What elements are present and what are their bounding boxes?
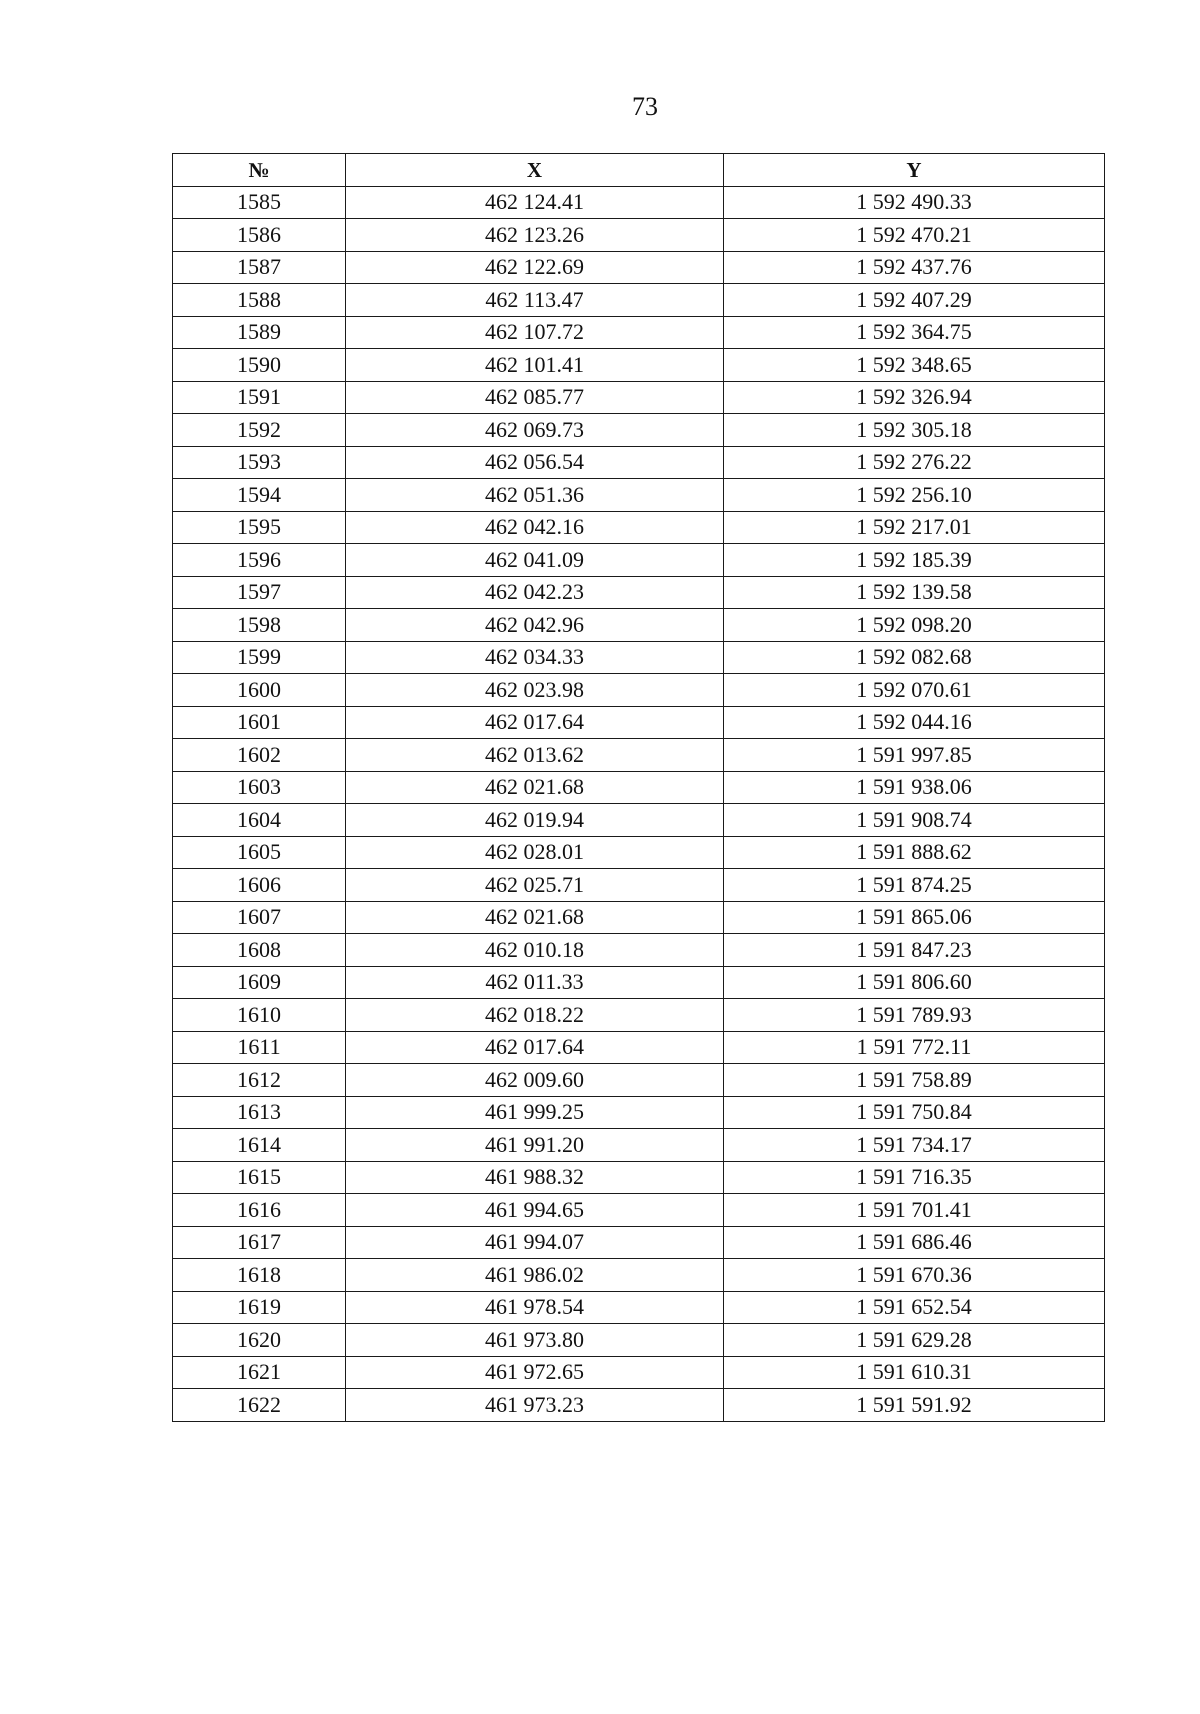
cell-x: 462 085.77 xyxy=(346,381,724,414)
cell-number: 1612 xyxy=(173,1064,346,1097)
table-row xyxy=(173,609,1105,642)
cell-y: 1 591 701.41 xyxy=(724,1194,1105,1227)
table-row xyxy=(173,674,1105,707)
table-row xyxy=(173,479,1105,512)
cell-number: 1611 xyxy=(173,1031,346,1064)
table-row xyxy=(173,316,1105,349)
cell-y: 1 591 758.89 xyxy=(724,1064,1105,1097)
table-row xyxy=(173,1161,1105,1194)
cell-number: 1599 xyxy=(173,641,346,674)
cell-y: 1 592 470.21 xyxy=(724,219,1105,252)
table-row xyxy=(173,1226,1105,1259)
cell-number: 1590 xyxy=(173,349,346,382)
cell-number: 1619 xyxy=(173,1291,346,1324)
cell-y: 1 591 610.31 xyxy=(724,1356,1105,1389)
cell-x: 462 124.41 xyxy=(346,186,724,219)
cell-number: 1596 xyxy=(173,544,346,577)
cell-x: 461 999.25 xyxy=(346,1096,724,1129)
cell-x: 462 017.64 xyxy=(346,1031,724,1064)
cell-y: 1 591 938.06 xyxy=(724,771,1105,804)
cell-y: 1 592 364.75 xyxy=(724,316,1105,349)
table-row xyxy=(173,381,1105,414)
table-row xyxy=(173,771,1105,804)
cell-y: 1 592 185.39 xyxy=(724,544,1105,577)
cell-y: 1 592 256.10 xyxy=(724,479,1105,512)
cell-number: 1595 xyxy=(173,511,346,544)
cell-x: 462 025.71 xyxy=(346,869,724,902)
cell-number: 1616 xyxy=(173,1194,346,1227)
cell-y: 1 591 652.54 xyxy=(724,1291,1105,1324)
table-row xyxy=(173,1194,1105,1227)
cell-x: 462 041.09 xyxy=(346,544,724,577)
table-row xyxy=(173,1389,1105,1422)
cell-x: 461 994.07 xyxy=(346,1226,724,1259)
table-row xyxy=(173,999,1105,1032)
cell-number: 1603 xyxy=(173,771,346,804)
table-row xyxy=(173,804,1105,837)
cell-number: 1594 xyxy=(173,479,346,512)
cell-x: 462 019.94 xyxy=(346,804,724,837)
cell-y: 1 592 082.68 xyxy=(724,641,1105,674)
page-number: 73 xyxy=(632,92,658,121)
cell-x: 461 986.02 xyxy=(346,1259,724,1292)
cell-x: 461 978.54 xyxy=(346,1291,724,1324)
cell-number: 1597 xyxy=(173,576,346,609)
cell-y: 1 591 789.93 xyxy=(724,999,1105,1032)
header-y: Y xyxy=(724,154,1105,187)
cell-number: 1589 xyxy=(173,316,346,349)
table-row xyxy=(173,251,1105,284)
cell-y: 1 591 772.11 xyxy=(724,1031,1105,1064)
table-row xyxy=(173,1324,1105,1357)
table-row xyxy=(173,511,1105,544)
cell-number: 1617 xyxy=(173,1226,346,1259)
table-row xyxy=(173,706,1105,739)
cell-x: 462 021.68 xyxy=(346,771,724,804)
cell-x: 461 988.32 xyxy=(346,1161,724,1194)
cell-y: 1 591 806.60 xyxy=(724,966,1105,999)
cell-y: 1 592 490.33 xyxy=(724,186,1105,219)
header-number: № xyxy=(173,154,346,187)
cell-y: 1 591 670.36 xyxy=(724,1259,1105,1292)
cell-number: 1588 xyxy=(173,284,346,317)
cell-number: 1622 xyxy=(173,1389,346,1422)
cell-x: 461 973.23 xyxy=(346,1389,724,1422)
table-row xyxy=(173,414,1105,447)
cell-x: 462 113.47 xyxy=(346,284,724,317)
cell-x: 462 010.18 xyxy=(346,934,724,967)
table-row xyxy=(173,1096,1105,1129)
coordinates-table xyxy=(172,153,1105,1422)
cell-number: 1600 xyxy=(173,674,346,707)
cell-x: 462 101.41 xyxy=(346,349,724,382)
cell-x: 462 013.62 xyxy=(346,739,724,772)
cell-x: 462 023.98 xyxy=(346,674,724,707)
cell-y: 1 592 044.16 xyxy=(724,706,1105,739)
table-row xyxy=(173,641,1105,674)
cell-x: 462 069.73 xyxy=(346,414,724,447)
cell-y: 1 592 217.01 xyxy=(724,511,1105,544)
cell-number: 1610 xyxy=(173,999,346,1032)
table-row xyxy=(173,219,1105,252)
cell-y: 1 591 686.46 xyxy=(724,1226,1105,1259)
cell-y: 1 592 348.65 xyxy=(724,349,1105,382)
cell-y: 1 591 591.92 xyxy=(724,1389,1105,1422)
table-row xyxy=(173,446,1105,479)
cell-number: 1586 xyxy=(173,219,346,252)
cell-number: 1606 xyxy=(173,869,346,902)
cell-x: 462 017.64 xyxy=(346,706,724,739)
cell-number: 1618 xyxy=(173,1259,346,1292)
cell-number: 1613 xyxy=(173,1096,346,1129)
cell-number: 1608 xyxy=(173,934,346,967)
cell-y: 1 591 847.23 xyxy=(724,934,1105,967)
cell-y: 1 592 070.61 xyxy=(724,674,1105,707)
table-row xyxy=(173,1129,1105,1162)
cell-number: 1615 xyxy=(173,1161,346,1194)
cell-x: 462 107.72 xyxy=(346,316,724,349)
cell-y: 1 591 734.17 xyxy=(724,1129,1105,1162)
table-row xyxy=(173,1031,1105,1064)
cell-x: 462 009.60 xyxy=(346,1064,724,1097)
cell-x: 462 042.16 xyxy=(346,511,724,544)
cell-number: 1601 xyxy=(173,706,346,739)
cell-x: 461 991.20 xyxy=(346,1129,724,1162)
table-row xyxy=(173,739,1105,772)
header-x: X xyxy=(346,154,724,187)
cell-x: 462 034.33 xyxy=(346,641,724,674)
cell-y: 1 591 997.85 xyxy=(724,739,1105,772)
cell-y: 1 591 888.62 xyxy=(724,836,1105,869)
table-row xyxy=(173,1064,1105,1097)
table-row xyxy=(173,934,1105,967)
table-row xyxy=(173,544,1105,577)
cell-y: 1 591 865.06 xyxy=(724,901,1105,934)
cell-number: 1598 xyxy=(173,609,346,642)
cell-x: 462 042.23 xyxy=(346,576,724,609)
cell-x: 461 994.65 xyxy=(346,1194,724,1227)
cell-number: 1620 xyxy=(173,1324,346,1357)
table-row xyxy=(173,186,1105,219)
table-row xyxy=(173,869,1105,902)
cell-x: 462 011.33 xyxy=(346,966,724,999)
cell-y: 1 591 629.28 xyxy=(724,1324,1105,1357)
table-body xyxy=(173,186,1105,1421)
table-row xyxy=(173,1291,1105,1324)
cell-number: 1587 xyxy=(173,251,346,284)
table-row xyxy=(173,1356,1105,1389)
cell-number: 1607 xyxy=(173,901,346,934)
table-header-row xyxy=(173,154,1105,187)
cell-y: 1 592 139.58 xyxy=(724,576,1105,609)
cell-number: 1591 xyxy=(173,381,346,414)
cell-y: 1 591 874.25 xyxy=(724,869,1105,902)
table-row xyxy=(173,349,1105,382)
cell-x: 462 028.01 xyxy=(346,836,724,869)
cell-number: 1621 xyxy=(173,1356,346,1389)
cell-x: 462 056.54 xyxy=(346,446,724,479)
cell-x: 462 123.26 xyxy=(346,219,724,252)
cell-number: 1609 xyxy=(173,966,346,999)
cell-number: 1605 xyxy=(173,836,346,869)
cell-x: 461 973.80 xyxy=(346,1324,724,1357)
table-row xyxy=(173,901,1105,934)
cell-y: 1 592 407.29 xyxy=(724,284,1105,317)
cell-y: 1 592 098.20 xyxy=(724,609,1105,642)
table-row xyxy=(173,836,1105,869)
table-row xyxy=(173,284,1105,317)
cell-x: 462 021.68 xyxy=(346,901,724,934)
cell-x: 462 051.36 xyxy=(346,479,724,512)
cell-number: 1585 xyxy=(173,186,346,219)
table-row xyxy=(173,576,1105,609)
table-row xyxy=(173,1259,1105,1292)
cell-x: 462 122.69 xyxy=(346,251,724,284)
cell-y: 1 592 326.94 xyxy=(724,381,1105,414)
cell-number: 1593 xyxy=(173,446,346,479)
cell-y: 1 592 305.18 xyxy=(724,414,1105,447)
table-row xyxy=(173,966,1105,999)
cell-number: 1614 xyxy=(173,1129,346,1162)
cell-number: 1604 xyxy=(173,804,346,837)
cell-x: 462 042.96 xyxy=(346,609,724,642)
cell-x: 462 018.22 xyxy=(346,999,724,1032)
cell-number: 1592 xyxy=(173,414,346,447)
cell-x: 461 972.65 xyxy=(346,1356,724,1389)
cell-y: 1 592 437.76 xyxy=(724,251,1105,284)
cell-number: 1602 xyxy=(173,739,346,772)
cell-y: 1 591 716.35 xyxy=(724,1161,1105,1194)
cell-y: 1 591 750.84 xyxy=(724,1096,1105,1129)
cell-y: 1 591 908.74 xyxy=(724,804,1105,837)
cell-y: 1 592 276.22 xyxy=(724,446,1105,479)
